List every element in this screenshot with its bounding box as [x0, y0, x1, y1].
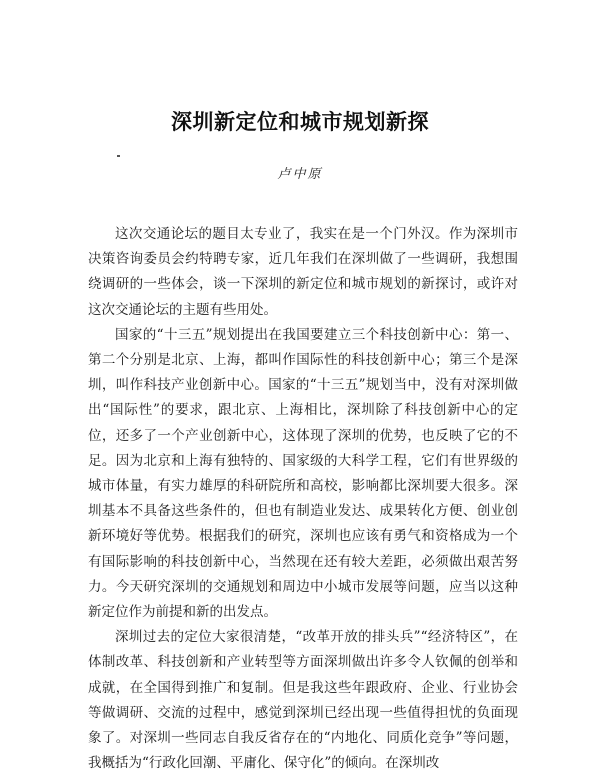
article-author: 卢中原: [277, 167, 323, 182]
article-title: 深圳新定位和城市规划新探: [171, 109, 429, 134]
paragraph-1: 这次交通论坛的题目太专业了，我实在是一个门外汉。作为深圳市决策咨询委员会约特聘专家，近几年我们在深圳做了一些调研，我想围绕调研的一些体会，谈一下深圳的新定位和城市规划的新探讨，或许对这次交通论坛的主题有些用处。: [88, 226, 518, 318]
scan-speck: [117, 155, 120, 157]
paragraph-2: 国家的“十三五”规划提出在我国要建立三个科技创新中心：第一、第二个分别是北京、上海，都叫作国际性的科技创新中心；第三个是深圳，叫作科技产业创新中心。国家的“十三五”规划当中，没有对深圳做出“国际性”的要求，跟北京、上海相比，深圳除了科技创新中心的定位，还多了一个产业创新中心，这体现了深圳的优势，也反映了它的不足。因为北京和上海有独特的、国家级的大科学工程，它们有世界级的城市体量，有实力雄厚的科研院所和高校，影响都比深圳要大很多。深圳基本不具备这些条件的，但也有制造业发达、成果转化方便、创业创新环境好等优势。根据我们的研究，深圳也应该有勇气和资格成为一个有国际影响的科技创新中心，当然现在还有较大差距，必须做出艰苦努力。今天研究深圳的交通规划和周边中小城市发展等问题，应当以这种新定位作为前提和新的出发点。: [88, 326, 518, 621]
article-body: [88, 222, 518, 776]
paragraph-3: 深圳过去的定位大家很清楚，“改革开放的排头兵”“经济特区”，在体制改革、科技创新和产业转型等方面深圳做出许多令人钦佩的创举和成就，在全国得到推广和复制。但是我这些年跟政府、企业、行业协会等做调研、交流的过程中，感觉到深圳已经出现一些值得担忧的负面现象了。对深圳一些同志自我反省存在的“内地化、同质化竞争”等问题，我概括为“行政化回潮、平庸化、保守化”的倾向。在深圳改: [88, 629, 518, 772]
